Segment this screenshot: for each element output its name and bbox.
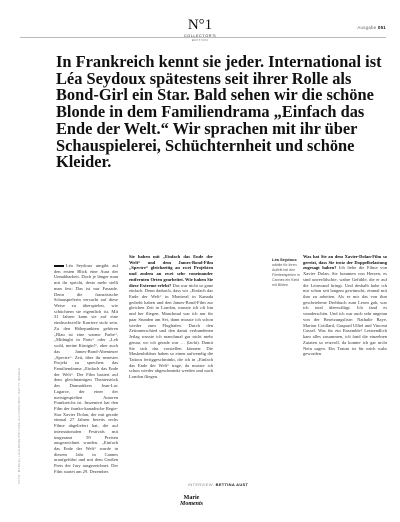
interview-label: INTERVIEW:: [188, 482, 215, 487]
question-2: Was hat Sie an dem Xavier-Dolan-Film so gereizt, dass Sie trotz der Doppelbelastung zugesagt haben?: [303, 254, 387, 271]
logo-line-1: Marie: [183, 495, 200, 501]
interview-credit: [188, 482, 248, 487]
headline: In Frankreich kennt sie jeder. International ist Léa Seydoux spätestens seit ihrer Rolle als Bond-Girl ein Star. Bald sehen wir die schöne Blonde in dem Familiendrama „Einfach das Ende der Welt.“ Wir sprachen mit ihr über Schauspielerei, Schüchternheit und schöne Kleider.: [56, 52, 382, 172]
interview-author: BETTINA AUST: [215, 482, 249, 487]
page-label: Ausgabe: [357, 25, 377, 30]
question-1: Sie haben mit „Einfach das Ende der Welt“ und dem James-Bond-Film „Spectre“ gleichzeitig an zwei Projekten und zudem an zwei sehr voneinander entfernten Orten gearbeitet. Wie haben Sie diese Extreme erlebt?: [129, 254, 213, 288]
interview-column-2: [303, 254, 387, 357]
caption-text: wählte für ihren Auftritt bei den Filmfestspielen in Cannes ein Kleid mit Blüten: [272, 263, 300, 287]
photo-caption: [272, 257, 302, 288]
intro-text: Léa Seydoux umgibt auf den ersten Blick eine Aura der Unnahbarkeit. Doch je länger man mit ihr spricht, desto mehr stellt man fest: Das ist nur Fassade. Denn die französische Schauspielerin versucht auf diese Weise zu überspielen, wie schüchtern sie eigentlich ist. Mit 31 Jahren kann sie auf eine eindrucksvolle Karriere stolz sein. Zu den Höhepunkten gehören „Blau ist eine warme Farbe“, „Midnight in Paris“ oder „Leb wohl, meine Königin!“, aber auch das James-Bond-Abenteuer „Spectre“. Zeit, über ihr neuestes Projekt zu sprechen: das Familiendrama „Einfach das Ende der Welt“. Der Film basiert auf dem gleichnamigen Theaterstück des Dramatikers Jean-Luc Lagarce, der einer der meistgespielten Autoren Frankreichs ist. Inszeniert hat den Film der franko-kanadische Regie-Star Xavier Dolan, der mit gerade einmal 27 Jahren bereits sechs Filme abgeliefert hat, die auf internationalen Festivals mit insgesamt 59 Preisen ausgezeichnet wurden. „Einfach das Ende der Welt“ wurde in diesem Jahr in Cannes uraufgeführt und mit dem Großen Preis der Jury ausgezeichnet. Der Film startet am 29. Dezember.: [54, 263, 118, 474]
collectors-label: COLLECTOR'S: [183, 33, 217, 38]
section-mark: [54, 265, 64, 267]
top-rule: [20, 37, 386, 38]
page-number-value: 051: [377, 25, 386, 30]
edition-label: EDITION: [191, 38, 209, 42]
page-number: [357, 25, 386, 30]
masthead: [0, 18, 400, 42]
issue-number: N°1: [187, 17, 213, 33]
interview-column-1: [129, 254, 213, 380]
answer-2: Ich liebe die Filme von Xavier Dolan. Sie kommen von Herzen, es sind unverfälschte, wahre Gefühle, die er auf die Leinwand bringt. Und deshalb habe ich mir schon seit langem gewünscht, einmal mit ihm zu arbeiten. Als er mir das von ihm geschriebene Drehbuch zum Lesen gab, war ich total überwältigt. Ich fand es wunderschön. Und ich war auch sehr angetan von der Besetzungsliste: Nathalie Baye, Marion Cotillard, Gaspard Ulliel und Vincent Cassel. Was für ein Ensemble! Letztendlich kam alles zusammen, ich fand die einzelnen Zutaten so reizvoll, da konnte ich gar nicht Nein sagen. Ein Traum ist für mich wahr geworden.: [303, 265, 387, 357]
intro-column: [54, 263, 118, 475]
brand-logo: [180, 495, 203, 507]
answer-1: Das war nicht so ganz einfach. Denn dadurch, dass wir „Einfach das Ende der Welt“ in Montreal in Kanada gedreht haben und den James-Bond-Film zur gleichen Zeit in London, musste ich oft hin und her fliegen. Manchmal war ich nur für paar Stunden am Set, dann musste ich schon wieder zum Flughafen. Durch den Zeitunterschied und den damit verbundenen Jetlag wusste ich manchmal gar nicht mehr genau, wo ich gerade war … (lacht). Damit Sie sich das vorstellen können: Die Maskenbildner haben so einen aufwendig die Tattoos fertiggeschminkt, die ich in „Einfach das Ende der Welt“ trage, da musste ich schon wieder abgeschminkt werden und nach London fliegen.: [129, 282, 213, 380]
caption-name: Léa Seydoux: [272, 257, 297, 262]
logo-line-2: Moments: [180, 501, 204, 507]
photo-credit: FOTO: MARCEL LAVERGNE/PICTURE ALLIANCE/DPA; GETTY IMAGES: [17, 367, 21, 484]
